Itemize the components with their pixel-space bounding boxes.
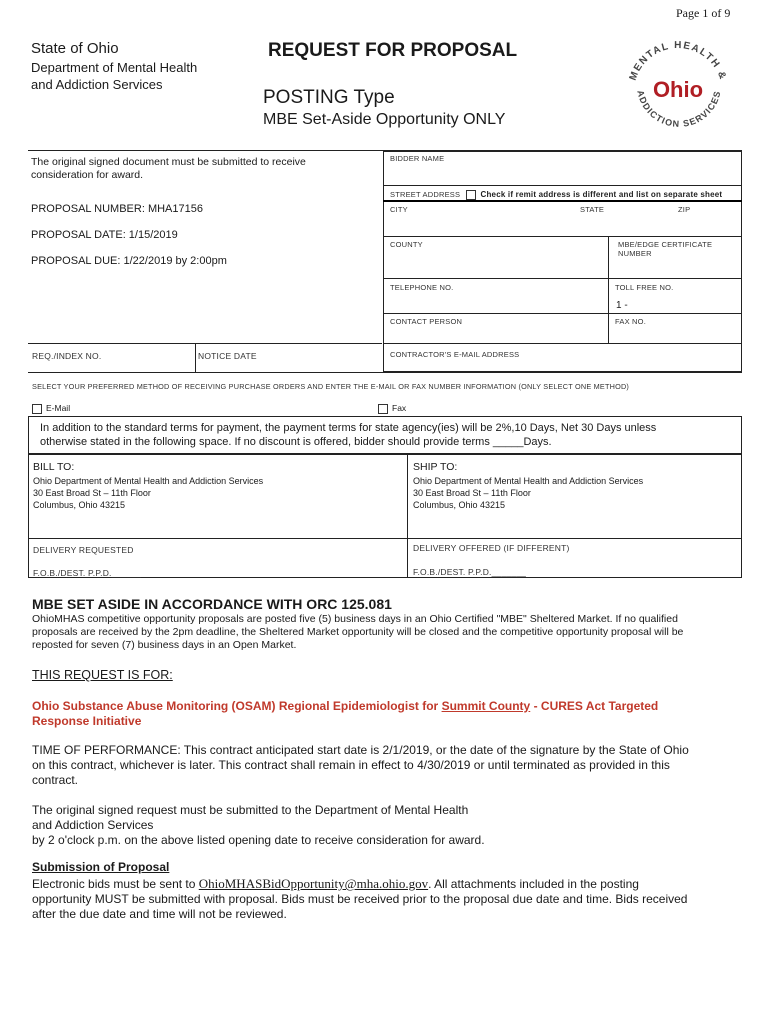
seal-top-text: MENTAL HEALTH & — [627, 39, 729, 83]
performance-line: contract. — [32, 773, 79, 787]
svg-text:MENTAL HEALTH & — [628, 40, 729, 82]
performance-line: on this contract, whichever is later. This contract shall remain in effect to 4/30/2019 or until terminated as provided in this — [32, 758, 670, 772]
fob-offered: F.O.B./DEST. P.P.D._______ — [413, 567, 527, 577]
ship-to-address — [413, 475, 643, 511]
original-line: by 2 o'clock p.m. on the above listed opening date to receive consideration for award. — [32, 833, 485, 847]
contact-person-label: CONTACT PERSON — [390, 317, 463, 326]
proposal-date: PROPOSAL DATE: 1/15/2019 — [31, 229, 178, 241]
bill-to-address — [33, 475, 263, 511]
fax-checkbox[interactable] — [378, 404, 388, 414]
posting-subtype: MBE Set-Aside Opportunity ONLY — [263, 111, 506, 128]
ship-to-line: 30 East Broad St – 11th Floor — [413, 488, 531, 498]
submission-line: opportunity MUST be submitted with proposal. Bids must be received prior to the proposal due date and time. Bids received — [32, 892, 688, 906]
payment-terms-line: otherwise stated in the following space. If no discount is offered, bidder should provide terms _____Days. — [40, 436, 552, 448]
performance-line: TIME OF PERFORMANCE: This contract anticipated start date is 2/1/2019, or the date of the signature by the State of Ohio — [32, 743, 689, 757]
submission-line: after the due date and time will not be reviewed. — [32, 907, 287, 921]
remit-address-label: Check if remit address is different and list on separate sheet — [480, 190, 723, 199]
delivery-requested-label: DELIVERY REQUESTED — [33, 545, 134, 555]
bidder-name-label: BIDDER NAME — [390, 154, 445, 163]
bill-ship-box — [28, 454, 742, 578]
ohio-mhas-seal — [616, 30, 736, 138]
request-title-part: - CURES Act Targeted — [530, 699, 659, 713]
fax-option-label: Fax — [392, 403, 407, 413]
notice-line: The original signed document must be submitted to receive — [31, 156, 306, 168]
fax-option[interactable] — [378, 403, 406, 414]
page-title: REQUEST FOR PROPOSAL — [268, 40, 518, 61]
toll-free-value: 1 - — [616, 300, 628, 311]
request-county: Summit County — [441, 699, 531, 713]
proposal-due: PROPOSAL DUE: 1/22/2019 by 2:00pm — [31, 255, 227, 267]
bill-to-line: 30 East Broad St – 11th Floor — [33, 488, 151, 498]
fob-requested: F.O.B./DEST. P.P.D.______ — [33, 568, 142, 578]
notice-text — [31, 156, 306, 182]
bill-to-line: Columbus, Ohio 43215 — [33, 500, 126, 510]
email-option-label: E-Mail — [46, 403, 71, 413]
time-of-performance — [32, 743, 752, 788]
ship-to-line: Columbus, Ohio 43215 — [413, 500, 506, 510]
email-option[interactable] — [32, 403, 70, 414]
ship-to-line: Ohio Department of Mental Health and Addiction Services — [413, 476, 644, 486]
bid-email-link[interactable]: OhioMHASBidOpportunity@mha.ohio.gov — [198, 876, 429, 891]
email-address-label: CONTRACTOR'S E-MAIL ADDRESS — [390, 350, 520, 359]
submission-heading: Submission of Proposal — [32, 860, 170, 874]
mbe-paragraph — [32, 613, 752, 652]
seal-center-text: Ohio — [652, 77, 704, 102]
remit-address-checkbox[interactable] — [466, 190, 476, 200]
agency-department-2: and Addiction Services — [31, 77, 163, 92]
bidder-info-box — [383, 150, 742, 372]
seal-bottom-text: ADDICTION SERVICES — [635, 89, 723, 130]
submission-text: . All attachments included in the posting — [428, 877, 639, 891]
mbe-line: reposted for seven (7) business days in an Open Market. — [32, 639, 297, 651]
mbe-line: OhioMHAS competitive opportunity proposals are posted five (5) business days in an Ohio Certified "MBE" Sheltered Market. If no qualified — [32, 613, 678, 625]
bill-to-line: Ohio Department of Mental Health and Addiction Services — [33, 476, 264, 486]
req-index-label: REQ./INDEX NO. — [32, 351, 102, 361]
mbe-certificate-label: MBE/EDGE CERTIFICATE NUMBER — [618, 240, 713, 258]
notice-line: consideration for award. — [31, 169, 144, 181]
toll-free-label: TOLL FREE NO. — [615, 283, 674, 292]
request-title — [32, 699, 732, 729]
telephone-label: TELEPHONE NO. — [390, 283, 454, 292]
street-address-row — [390, 190, 740, 200]
mbe-line: proposals are received by the 2pm deadline, the Sheltered Market opportunity will be closed and the competitive opportunity proposal will be — [32, 626, 684, 638]
request-title-part: Ohio Substance Abuse Monitoring (OSAM) Regional Epidemiologist for — [32, 699, 442, 713]
fax-number-label: FAX NO. — [615, 317, 646, 326]
city-label: CITY — [390, 205, 408, 214]
ship-to-label: SHIP TO: — [413, 461, 458, 473]
bill-to-label: BILL TO: — [33, 461, 75, 473]
zip-label: ZIP — [678, 205, 691, 214]
payment-terms-line: In addition to the standard terms for payment, the payment terms for state agency(ies) will be 2%,10 Days, Net 30 Days unless — [40, 422, 657, 434]
mbe-heading: MBE SET ASIDE IN ACCORDANCE WITH ORC 125.081 — [32, 596, 392, 612]
original-line: The original signed request must be submitted to the Department of Mental Health — [32, 803, 469, 817]
submission-paragraph — [32, 876, 757, 922]
state-label: STATE — [580, 205, 605, 214]
request-title-line: Response Initiative — [32, 714, 142, 728]
street-address-label: STREET ADDRESS — [390, 190, 461, 199]
payment-terms-text — [40, 421, 735, 449]
page-number: Page 1 of 9 — [676, 6, 731, 20]
posting-type: POSTING Type — [263, 87, 395, 108]
request-label: THIS REQUEST IS FOR: — [32, 668, 173, 682]
method-instruction: SELECT YOUR PREFERRED METHOD OF RECEIVING PURCHASE ORDERS AND ENTER THE E-MAIL OR FAX NUMBER INFORMATION (ONLY SELECT ONE METHOD) — [32, 382, 630, 391]
original-line: and Addiction Services — [32, 818, 154, 832]
delivery-offered-label: DELIVERY OFFERED (IF DIFFERENT) — [413, 543, 570, 553]
email-checkbox[interactable] — [32, 404, 42, 414]
notice-date-label: NOTICE DATE — [198, 351, 257, 361]
original-signed-paragraph — [32, 803, 752, 848]
agency-name: State of Ohio — [31, 40, 119, 57]
submission-text: Electronic bids must be sent to — [32, 877, 199, 891]
proposal-number: PROPOSAL NUMBER: MHA17156 — [31, 203, 203, 215]
agency-department: Department of Mental Health — [31, 60, 198, 75]
county-label: COUNTY — [390, 240, 423, 249]
